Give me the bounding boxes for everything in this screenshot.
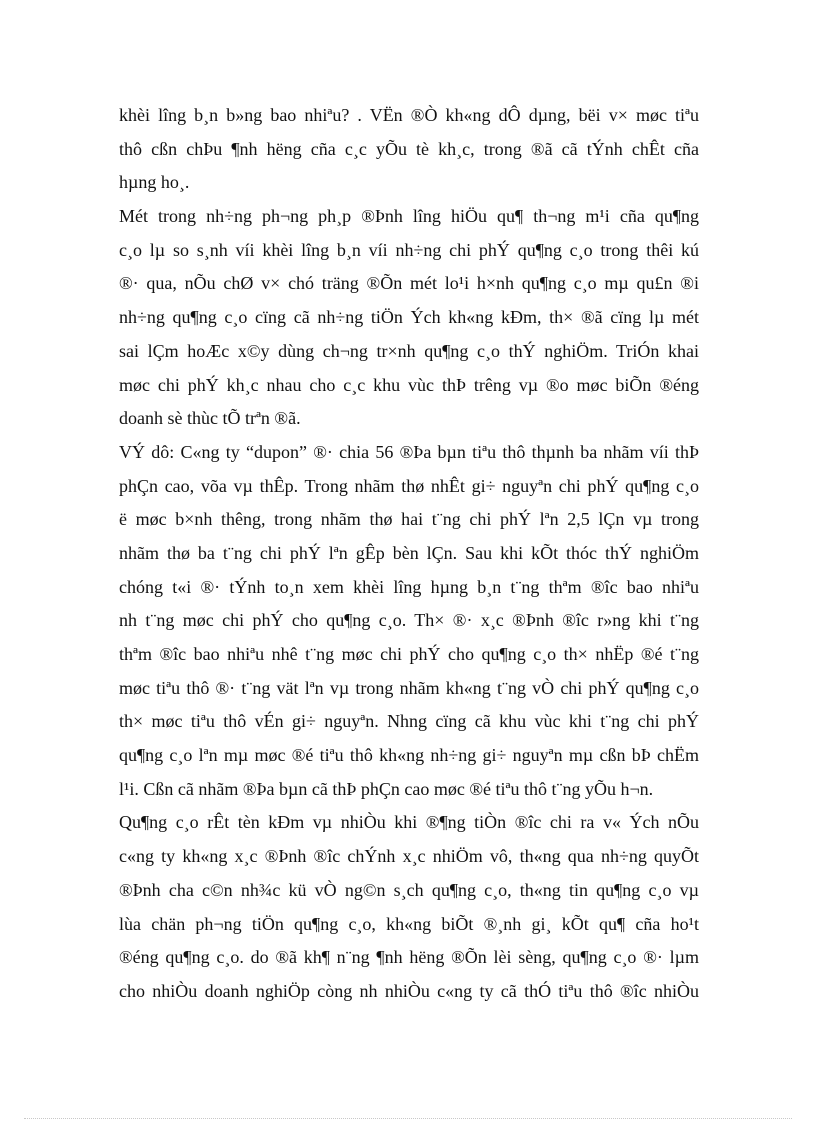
text-line: nh t¨ng møc chi phÝ cho qu¶ng c¸o. Th× ®· x¸c ®Þnh ®îc r»ng khi t¨ng [119,610,699,631]
text-line: nh÷ng qu¶ng c¸o cïng cã nh÷ng tiÖn Ých kh«ng kÐm, th× ®ã cïng lµ mét [119,307,699,328]
text-line: møc tiªu thô ®· t¨ng vät lªn vµ trong nhãm kh«ng t¨ng vÒ chi phÝ qu¶ng c¸o [119,677,699,698]
text-line: c¸o lµ so s¸nh víi khèi lîng b¸n víi nh÷ng chi phÝ qu¶ng c¸o trong thêi kú [119,239,699,260]
text-line: Mét trong nh÷ng ph¬ng ph¸p ®Þnh lîng hiÖu qu¶ th¬ng m¹i cña qu¶ng [119,206,699,227]
document-body [119,99,699,1009]
text-line: ®Þnh cha c©n nh¾c kü vÒ ng©n s¸ch qu¶ng c¸o, th«ng tin qu¶ng c¸o vµ [119,879,699,900]
text-line: VÝ dô: C«ng ty “dupon” ®· chia 56 ®Þa bµn tiªu thô thµnh ba nhãm víi thÞ [119,441,699,462]
text-line: phÇn cao, võa vµ thÊp. Trong nhãm thø nhÊt gi÷ nguyªn chi phÝ qu¶ng c¸o [119,475,699,496]
text-line: l¹i. Cßn cã nhãm ®Þa bµn cã thÞ phÇn cao møc ®é tiªu thô t¨ng yÕu h¬n. [119,778,654,799]
page-bottom-divider [24,1118,792,1119]
text-line: ®· qua, nÕu chØ v× chó träng ®Õn mét lo¹i h×nh qu¶ng c¸o mµ qu£n ®i [119,273,699,294]
text-line: møc chi phÝ kh¸c nhau cho c¸c khu vùc thÞ trêng vµ ®o møc biÕn ®éng [119,374,699,395]
text-line: lùa chän ph¬ng tiÖn qu¶ng c¸o, kh«ng biÕt ®¸nh gi¸ kÕt qu¶ cña ho¹t [119,913,699,934]
text-line: qu¶ng c¸o lªn mµ møc ®é tiªu thô kh«ng nh÷ng gi÷ nguyªn mµ cßn bÞ chËm [119,745,699,766]
text-line: chóng t«i ®· tÝnh to¸n xem khèi lîng hµng b¸n t¨ng thªm ®îc bao nhiªu [119,576,699,597]
text-line: doanh sè thùc tÕ trªn ®ã. [119,408,301,429]
text-line: cho nhiÒu doanh nghiÖp còng nh nhiÒu c«ng ty cã thÓ tiªu thô ®îc nhiÒu [119,980,699,1001]
text-line: sai lÇm hoÆc x©y dùng ch¬ng tr×nh qu¶ng c¸o thÝ nghiÖm. TriÓn khai [119,340,699,361]
text-line: khèi lîng b¸n b»ng bao nhiªu? . VËn ®Ò kh«ng dÔ dµng, bëi v× møc tiªu [119,105,699,125]
text-line: nhãm thø ba t¨ng chi phÝ lªn gÊp bèn lÇn. Sau khi kÕt thóc thÝ nghiÖm [119,542,699,563]
text-line: th× møc tiªu thô vÉn gi÷ nguyªn. Nhng cïng cã khu vùc khi t¨ng chi phÝ [119,711,699,732]
text-line: thô cßn chÞu ¶nh hëng cña c¸c yÕu tè kh¸c, trong ®ã cã tÝnh chÊt cña [119,138,699,159]
text-line: c«ng ty kh«ng x¸c ®Þnh ®îc chÝnh x¸c nhiÖm vô, th«ng qua nh÷ng quyÕt [119,846,699,867]
text-line: hµng ho¸. [119,172,190,193]
text-line: ë møc b×nh thêng, trong nhãm thø hai t¨ng chi phÝ lªn 2,5 lÇn vµ trong [119,509,699,530]
text-line: ®éng qu¶ng c¸o. do ®ã kh¶ n¨ng ¶nh hëng ®Õn lèi sèng, qu¶ng c¸o ®· lµm [119,947,699,968]
text-line: Qu¶ng c¸o rÊt tèn kÐm vµ nhiÒu khi ®¶ng tiÒn ®îc chi ra v« Ých nÕu [119,812,699,833]
text-line: thªm ®îc bao nhiªu nhê t¨ng møc chi phÝ cho qu¶ng c¸o th× nhËp ®é t¨ng [119,644,699,664]
